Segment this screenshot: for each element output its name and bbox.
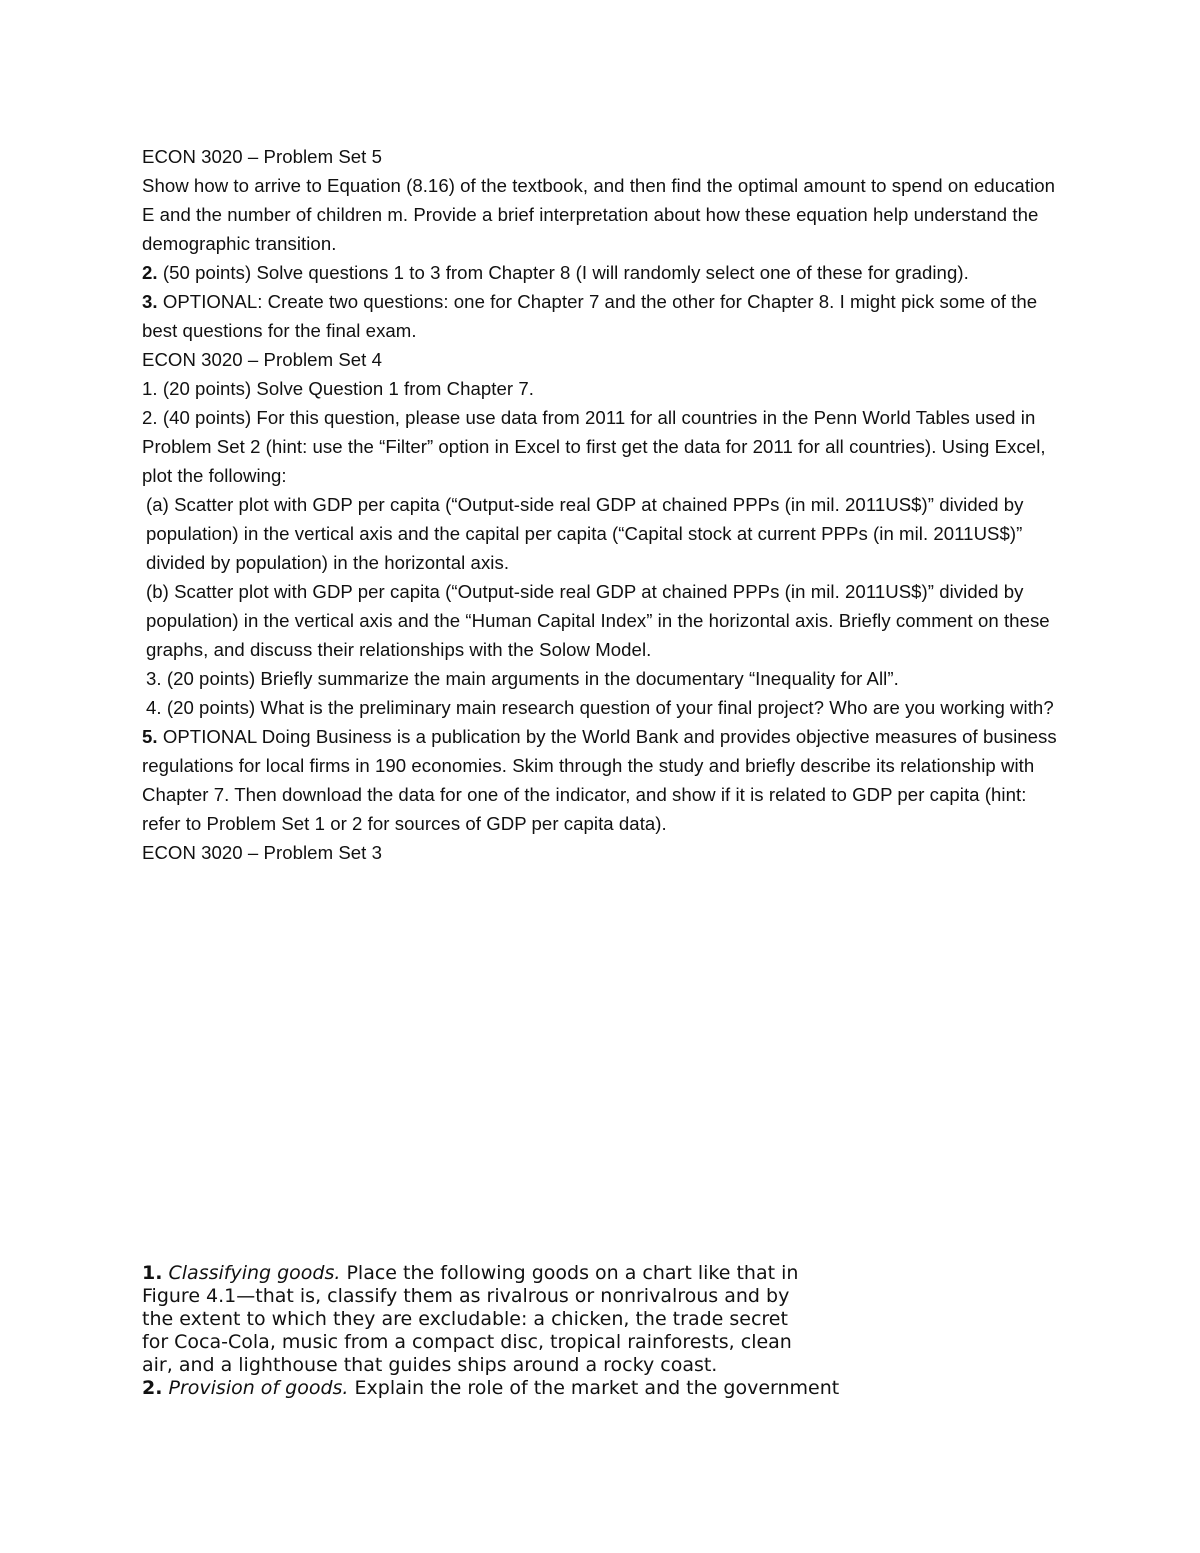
ps3-q1-line1: Place the following goods on a chart like that in [340,1262,799,1284]
ps5-question-3 [142,287,1062,345]
ps3-q1-topic: Classifying goods. [168,1262,341,1284]
ps4-question-5 [142,722,1062,838]
ps4-q5-number: 5. [142,726,158,747]
ps4-q5-text: OPTIONAL Doing Business is a publication by the World Bank and provides objective measures of business regulations for local firms in 190 economies. Skim through the study and briefly describe its relationship with Chapter 7. Then download the data for one of the indicator, and show if it is related to GDP per capita (hint: refer to Problem Set 1 or 2 for sources of GDP per capita data). [142,726,1057,834]
ps3-question-1 [142,1262,902,1377]
ps3-q1-line4: for Coca-Cola, music from a compact disc, tropical rainforests, clean [142,1331,792,1353]
ps3-q1-line5: air, and a lighthouse that guides ships around a rocky coast. [142,1354,718,1376]
ps5-q3-text: OPTIONAL: Create two questions: one for Chapter 7 and the other for Chapter 8. I might pick some of the best questions for the final exam. [142,291,1038,341]
ps3-q1-line3: the extent to which they are excludable: a chicken, the trade secret [142,1308,788,1330]
ps3-q1-number: 1. [142,1262,163,1284]
ps3-q2-line1: Explain the role of the market and the government [348,1377,840,1399]
ps4-question-2: 2. (40 points) For this question, please use data from 2011 for all countries in the Penn World Tables used in Problem Set 2 (hint: use the “Filter” option in Excel to first get the data for 2011 for all countries). Using Excel, plot the following: [142,407,1046,486]
ps4-question-2b: (b) Scatter plot with GDP per capita (“Output-side real GDP at chained PPPs (in mil. 2011US$)” divided by population) in the vertical axis and the “Human Capital Index” in the horizontal axis. Briefly comment on these graphs, and discuss their relationships with the Solow Model. [146,581,1050,660]
ps5-q3-number: 3. [142,291,158,312]
ps4-question-1: 1. (20 points) Solve Question 1 from Chapter 7. [142,378,534,399]
ps5-q2-number: 2. [142,262,158,283]
ps3-body [142,1262,902,1400]
ps4-question-3: 3. (20 points) Briefly summarize the main arguments in the documentary “Inequality for All”. [146,668,899,689]
document-body [142,142,1062,867]
ps3-q1-line2: Figure 4.1—that is, classify them as rivalrous or nonrivalrous and by [142,1285,790,1307]
ps4-question-2a: (a) Scatter plot with GDP per capita (“Output-side real GDP at chained PPPs (in mil. 2011US$)” divided by population) in the vertical axis and the capital per capita (“Capital stock at current PPPs (in mil. 2011US$)” divided by population) in the horizontal axis. [146,494,1024,573]
ps3-q2-number: 2. [142,1377,163,1399]
ps5-question-2 [142,258,1062,287]
ps4-question-4: 4. (20 points) What is the preliminary main research question of your final project? Who are you working with? [146,697,1054,718]
ps3-q2-topic: Provision of goods. [168,1377,349,1399]
ps3-question-2 [142,1377,902,1400]
ps5-title: ECON 3020 – Problem Set 5 [142,146,382,167]
ps3-title: ECON 3020 – Problem Set 3 [142,842,382,863]
ps4-title: ECON 3020 – Problem Set 4 [142,349,382,370]
ps5-question-1: Show how to arrive to Equation (8.16) of the textbook, and then find the optimal amount to spend on education E and the number of children m. Provide a brief interpretation about how these equation help understand the demographic transition. [142,175,1056,254]
ps5-q2-text: (50 points) Solve questions 1 to 3 from Chapter 8 (I will randomly select one of these for grading). [157,262,969,283]
